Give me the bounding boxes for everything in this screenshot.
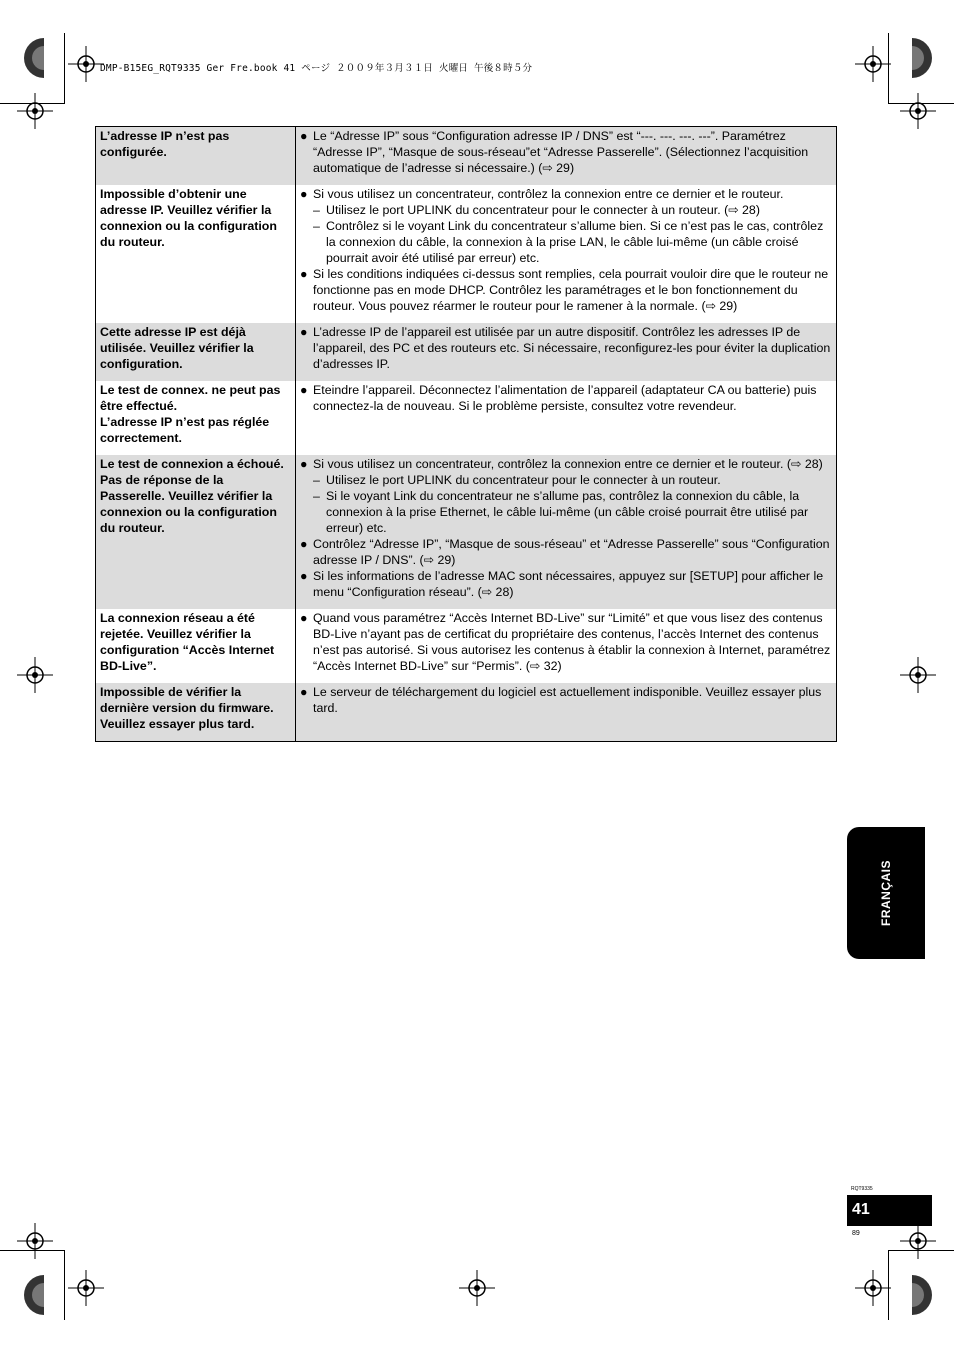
problem-message-line: connexion ou la configuration bbox=[100, 219, 277, 233]
registration-mark-icon bbox=[68, 46, 104, 82]
problem-message-cell bbox=[96, 323, 296, 381]
problem-message-line: L’adresse IP n’est pas bbox=[100, 129, 230, 143]
solution-bullet-item bbox=[300, 536, 832, 568]
problem-message-cell bbox=[96, 609, 296, 683]
solution-bullet-item bbox=[300, 266, 832, 314]
sunburst-mark-icon bbox=[24, 38, 44, 78]
solution-text: Eteindre l’appareil. Déconnectez l’alimentation de l’appareil (adaptateur CA ou batterie) puis connectez-la de nouveau. Si le problème persiste, consultez votre revendeur. bbox=[313, 383, 817, 413]
registration-mark-icon bbox=[900, 1223, 936, 1259]
sunburst-mark-icon bbox=[912, 1275, 932, 1315]
solution-bullet-item bbox=[300, 684, 832, 716]
table-row bbox=[96, 127, 837, 186]
problem-message-line: du routeur. bbox=[100, 521, 165, 535]
troubleshooting-table bbox=[95, 126, 837, 742]
problem-message-line: correctement. bbox=[100, 431, 182, 445]
solution-cell bbox=[296, 185, 837, 323]
page-number-box bbox=[847, 1195, 932, 1226]
problem-message-line: configuration. bbox=[100, 357, 183, 371]
solution-text: Si le voyant Link du concentrateur ne s’allume pas, contrôlez la connexion du câble, la connexion à la prise Ethernet, le câble lui-même (un câble croisé pourrait être utilisé par erreur) etc. bbox=[326, 489, 809, 535]
registration-mark-icon bbox=[68, 1270, 104, 1306]
solution-sub-item bbox=[300, 218, 832, 266]
file-info-header: DMP-B15EG_RQT9335 Ger Fre.book 41 ページ ２００９年３月３１日 火曜日 午後８時５分 bbox=[100, 63, 533, 74]
solution-text: Utilisez le port UPLINK du concentrateur pour le connecter à un routeur. bbox=[326, 473, 721, 487]
problem-message-line: connexion ou la configuration bbox=[100, 505, 277, 519]
solution-text: Quand vous paramétrez “Accès Internet BD-Live” sur “Limité” et que vous lisez des contenus BD-Live n’ayant pas de certificat du propriétaire des contenus, l’accès Internet des contenus n’est pas autorisé. Si vous autorisez les contenus à établir la connexion à Internet, paramétrez “Accès Internet BD-Live” sur “Permis”. (⇨ 32) bbox=[313, 611, 831, 673]
problem-message-cell bbox=[96, 683, 296, 742]
document-code: RQT9335 bbox=[851, 1186, 873, 1192]
problem-message-line: Le test de connexion a échoué. bbox=[100, 457, 284, 471]
solution-cell bbox=[296, 323, 837, 381]
registration-mark-icon bbox=[17, 1223, 53, 1259]
problem-message-line: être effectué. bbox=[100, 399, 178, 413]
registration-mark-icon bbox=[855, 1270, 891, 1306]
problem-message-line: L’adresse IP n’est pas réglée bbox=[100, 415, 270, 429]
language-label: FRANÇAIS bbox=[879, 860, 893, 926]
solution-text: Si vous utilisez un concentrateur, contrôlez la connexion entre ce dernier et le routeur. bbox=[313, 187, 784, 201]
problem-message-line: rejetée. Veuillez vérifier la bbox=[100, 627, 251, 641]
table-row bbox=[96, 323, 837, 381]
bullet-icon: ● bbox=[300, 537, 308, 551]
solution-cell bbox=[296, 381, 837, 455]
solution-bullet-item bbox=[300, 382, 832, 414]
crop-mark bbox=[64, 1250, 65, 1320]
dash-icon: – bbox=[313, 473, 320, 487]
solution-bullet-item bbox=[300, 324, 832, 372]
problem-message-line: Passerelle. Veuillez vérifier la bbox=[100, 489, 273, 503]
problem-message-line: adresse IP. Veuillez vérifier la bbox=[100, 203, 272, 217]
solution-text: Contrôlez si le voyant Link du concentrateur s’allume bien. Si ce n’est pas le cas, contrôlez la connexion du câble, la connexion à la prise LAN, le câble lui-même (un câble croisé pourrait avoir été utilisé par erreur) etc. bbox=[326, 219, 824, 265]
bullet-icon: ● bbox=[300, 267, 308, 281]
table-row bbox=[96, 455, 837, 609]
dash-icon: – bbox=[313, 219, 320, 233]
table-row bbox=[96, 185, 837, 323]
sunburst-mark-icon bbox=[24, 1275, 44, 1315]
problem-message-line: utilisée. Veuillez vérifier la bbox=[100, 341, 254, 355]
table-row bbox=[96, 683, 837, 742]
problem-message-line: configurée. bbox=[100, 145, 167, 159]
solution-cell bbox=[296, 127, 837, 186]
registration-mark-icon bbox=[855, 46, 891, 82]
solution-sub-item bbox=[300, 202, 832, 218]
problem-message-line: La connexion réseau a été bbox=[100, 611, 255, 625]
dash-icon: – bbox=[313, 203, 320, 217]
problem-message-cell bbox=[96, 127, 296, 186]
registration-mark-icon bbox=[17, 93, 53, 129]
dash-icon: – bbox=[313, 489, 320, 503]
registration-mark-icon bbox=[459, 1270, 495, 1306]
crop-mark bbox=[64, 33, 65, 103]
problem-message-cell bbox=[96, 381, 296, 455]
solution-bullet-item bbox=[300, 610, 832, 674]
problem-message-cell bbox=[96, 455, 296, 609]
solution-text: Contrôlez “Adresse IP”, “Masque de sous-réseau” et “Adresse Passerelle” sous “Configuration adresse IP / DNS”. (⇨ 29) bbox=[313, 537, 830, 567]
bullet-icon: ● bbox=[300, 611, 308, 625]
solution-text: Si vous utilisez un concentrateur, contrôlez la connexion entre ce dernier et le routeur. (⇨ 28) bbox=[313, 457, 823, 471]
solution-text: Si les informations de l’adresse MAC sont nécessaires, appuyez sur [SETUP] pour afficher le menu “Configuration réseau”. (⇨ 28) bbox=[313, 569, 824, 599]
solution-cell bbox=[296, 683, 837, 742]
solution-text: L’adresse IP de l’appareil est utilisée par un autre dispositif. Contrôlez les adresses IP de l’appareil, des PC et des routeurs etc. Si nécessaire, reconfigurez-les pour éviter la duplication d’adresses IP. bbox=[313, 325, 831, 371]
registration-mark-icon bbox=[900, 657, 936, 693]
sunburst-mark-icon bbox=[912, 38, 932, 78]
bullet-icon: ● bbox=[300, 383, 308, 397]
solution-text: Utilisez le port UPLINK du concentrateur pour le connecter à un routeur. (⇨ 28) bbox=[326, 203, 760, 217]
table-row bbox=[96, 609, 837, 683]
problem-message-line: Veuillez essayer plus tard. bbox=[100, 717, 255, 731]
registration-mark-icon bbox=[17, 657, 53, 693]
solution-text: Le “Adresse IP” sous “Configuration adresse IP / DNS” est “---. ---. ---. ---”. Paramétrez “Adresse IP”, “Masque de sous-réseau”et “Adresse Passerelle”. (Sélectionnez l’acquisition automatique de l’adresse si nécessaire.) (⇨ 29) bbox=[313, 129, 809, 175]
registration-mark-icon bbox=[900, 93, 936, 129]
solution-sub-item bbox=[300, 472, 832, 488]
sub-page-number: 89 bbox=[852, 1230, 860, 1237]
solution-text: Si les conditions indiquées ci-dessus sont remplies, cela pourrait vouloir dire que le routeur ne fonctionne pas en mode DHCP. Contrôlez les paramétrages et le bon fonctionnement du routeur. Vous pouvez réarmer le routeur pour le ramener à la normale. (⇨ 29) bbox=[313, 267, 829, 313]
solution-bullet-item bbox=[300, 186, 832, 202]
problem-message-line: Le test de connex. ne peut pas bbox=[100, 383, 281, 397]
solution-bullet-item bbox=[300, 568, 832, 600]
bullet-icon: ● bbox=[300, 685, 308, 699]
bullet-icon: ● bbox=[300, 325, 308, 339]
bullet-icon: ● bbox=[300, 129, 308, 143]
table-row bbox=[96, 381, 837, 455]
solution-cell bbox=[296, 609, 837, 683]
problem-message-cell bbox=[96, 185, 296, 323]
problem-message-line: Pas de réponse de la bbox=[100, 473, 224, 487]
solution-bullet-item bbox=[300, 456, 832, 472]
problem-message-line: Cette adresse IP est déjà bbox=[100, 325, 246, 339]
language-side-tab bbox=[847, 827, 925, 959]
problem-message-line: du routeur. bbox=[100, 235, 165, 249]
page-number: 41 bbox=[852, 1201, 870, 1218]
problem-message-line: BD-Live”. bbox=[100, 659, 157, 673]
bullet-icon: ● bbox=[300, 569, 308, 583]
solution-sub-item bbox=[300, 488, 832, 536]
problem-message-line: dernière version du firmware. bbox=[100, 701, 274, 715]
problem-message-line: Impossible de vérifier la bbox=[100, 685, 242, 699]
solution-bullet-item bbox=[300, 128, 832, 176]
bullet-icon: ● bbox=[300, 457, 308, 471]
solution-cell bbox=[296, 455, 837, 609]
problem-message-line: Impossible d’obtenir une bbox=[100, 187, 247, 201]
bullet-icon: ● bbox=[300, 187, 308, 201]
solution-text: Le serveur de téléchargement du logiciel est actuellement indisponible. Veuillez essayer plus tard. bbox=[313, 685, 822, 715]
problem-message-line: configuration “Accès Internet bbox=[100, 643, 275, 657]
